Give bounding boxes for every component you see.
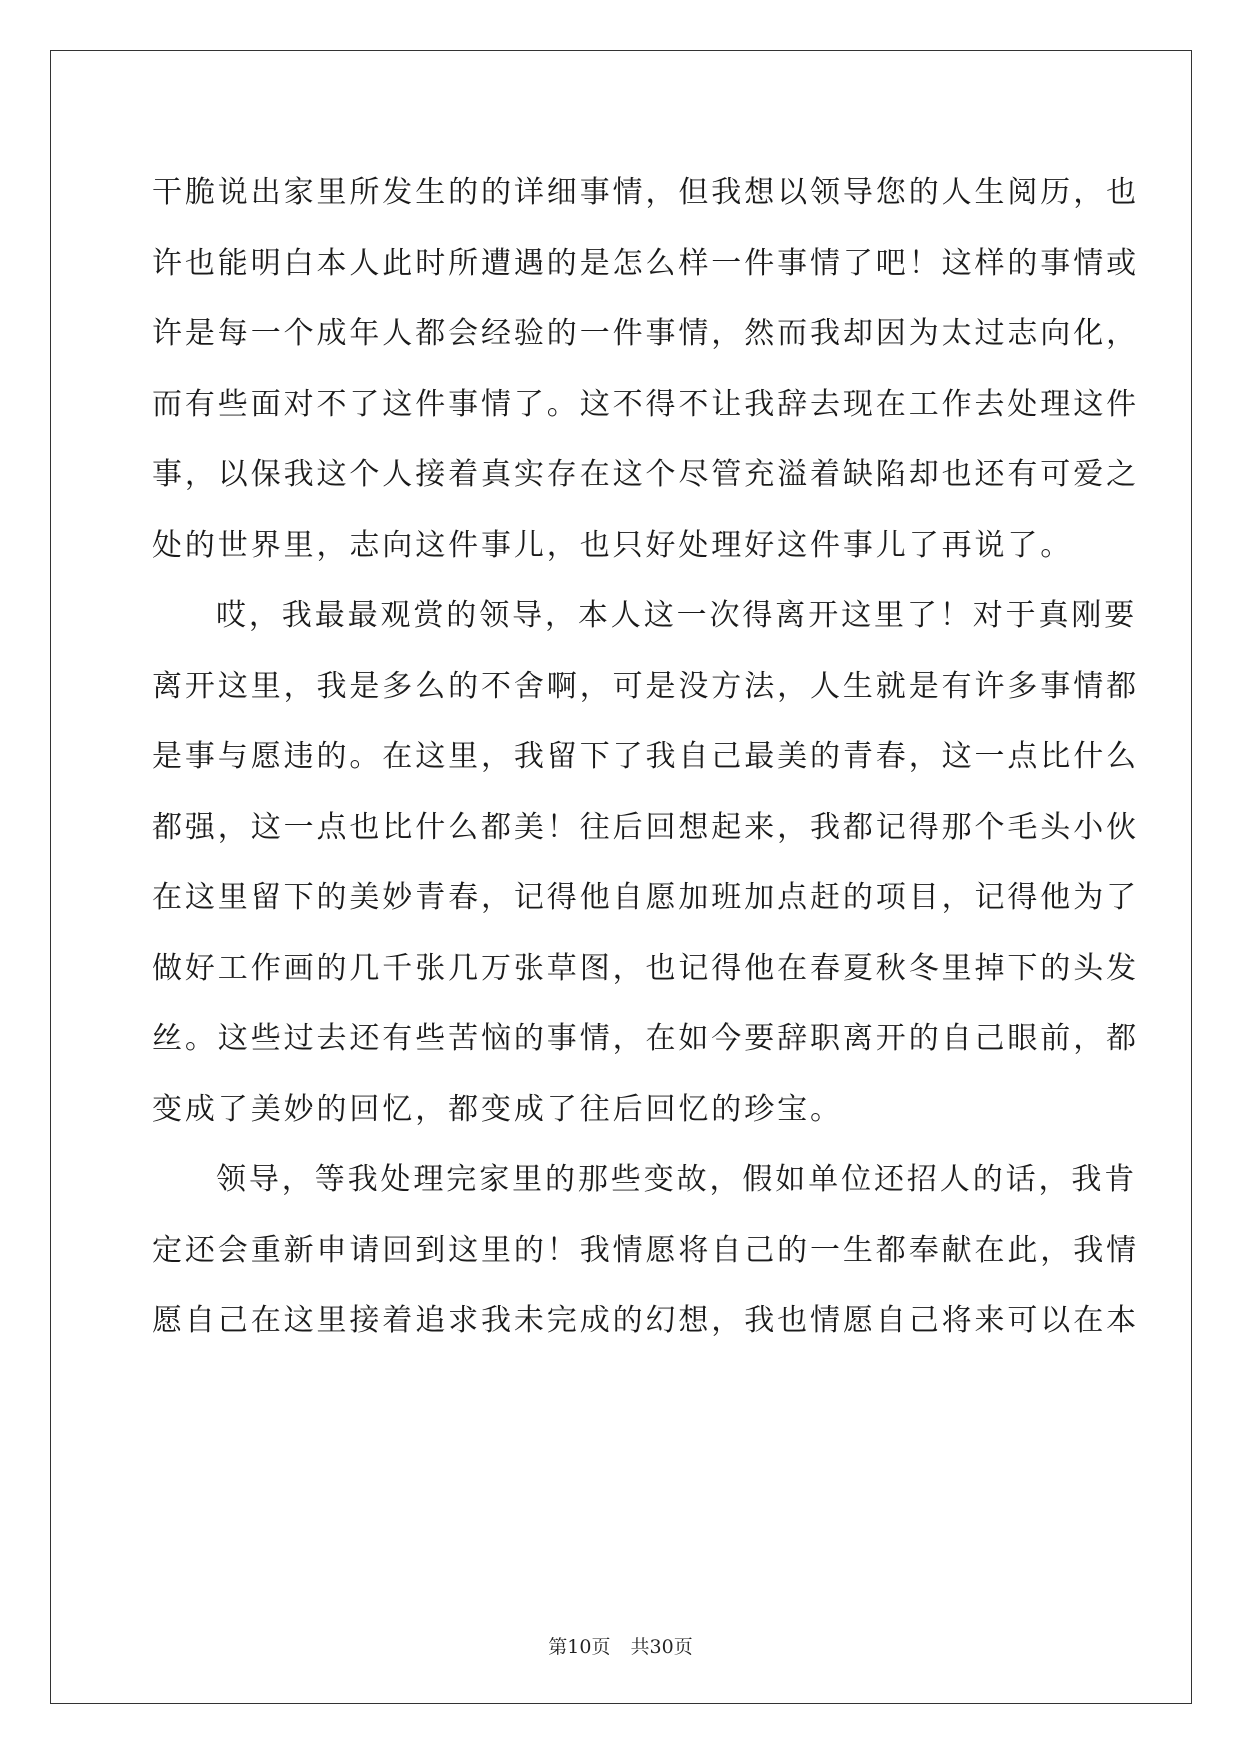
text-line: 领导，等我处理完家里的那些变故，假如单位还招人的话，我肯 bbox=[216, 1162, 1138, 1197]
text-line: 愿自己在这里接着追求我未完成的幻想，我也情愿自己将来可以在本 bbox=[152, 1303, 1139, 1338]
text-line: 都强，这一点也比什么都美！往后回想起来，我都记得那个毛头小伙 bbox=[152, 809, 1139, 845]
document-body bbox=[152, 158, 1139, 1357]
current-page-number: 第10页 bbox=[548, 1636, 611, 1658]
text-line: 许是每一个成年人都会经验的一件事情，然而我却因为太过志向化， bbox=[152, 316, 1139, 351]
text-line: 事，以保我这个人接着真实存在这个尽管充溢着缺陷却也还有可爱之 bbox=[152, 457, 1139, 492]
total-pages: 共30页 bbox=[630, 1636, 693, 1658]
text-line: 而有些面对不了这件事情了。这不得不让我辞去现在工作去处理这件 bbox=[152, 386, 1139, 422]
text-line: 离开这里，我是多么的不舍啊，可是没方法，人生就是有许多事情都 bbox=[152, 668, 1139, 704]
text-line: 干脆说出家里所发生的的详细事情，但我想以领导您的人生阅历，也 bbox=[152, 175, 1139, 210]
text-line: 许也能明白本人此时所遭遇的是怎么样一件事情了吧！这样的事情或 bbox=[152, 245, 1139, 281]
text-line: 处的世界里，志向这件事儿，也只好处理好这件事儿了再说了。 bbox=[152, 527, 1074, 563]
text-line: 是事与愿违的。在这里，我留下了我自己最美的青春，这一点比什么 bbox=[152, 739, 1139, 774]
text-line: 变成了美妙的回忆，都变成了往后回忆的珍宝。 bbox=[152, 1091, 843, 1127]
text-line: 哎，我最最观赏的领导，本人这一次得离开这里了！对于真刚要 bbox=[216, 598, 1138, 633]
text-line: 在这里留下的美妙青春，记得他自愿加班加点赶的项目，记得他为了 bbox=[152, 880, 1139, 915]
text-line: 做好工作画的几千张几万张草图，也记得他在春夏秋冬里掉下的头发 bbox=[152, 950, 1139, 986]
text-line: 丝。这些过去还有些苦恼的事情，在如今要辞职离开的自己眼前，都 bbox=[152, 1021, 1139, 1056]
page-footer bbox=[0, 1632, 1241, 1659]
text-line: 定还会重新申请回到这里的！我情愿将自己的一生都奉献在此，我情 bbox=[152, 1232, 1139, 1268]
